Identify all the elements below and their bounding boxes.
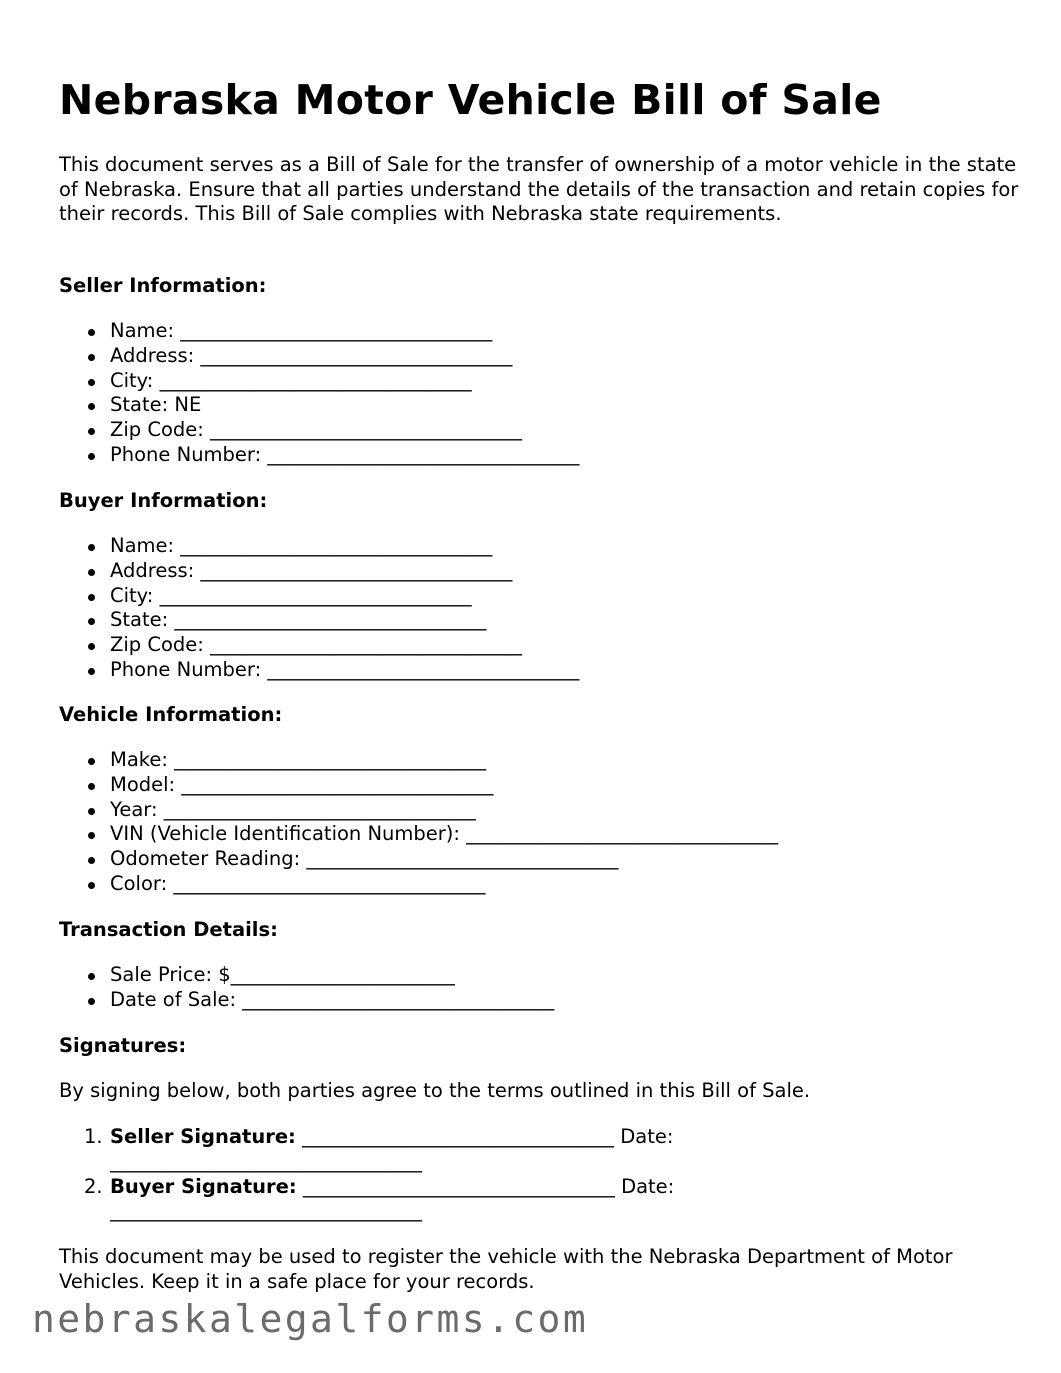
vehicle-odometer-field: Odometer Reading: ________________________________ <box>59 847 778 872</box>
sale-price-field: Sale Price: $_______________________ <box>59 963 554 988</box>
seller-phone-field: Phone Number: ________________________________ <box>59 443 579 468</box>
signatures-list <box>59 1125 790 1224</box>
date-of-sale-field: Date of Sale: ________________________________ <box>59 988 554 1013</box>
document-title: Nebraska Motor Vehicle Bill of Sale <box>59 76 882 124</box>
buyer-address-field: Address: ________________________________ <box>59 559 579 584</box>
buyer-signature-item <box>59 1175 790 1225</box>
transaction-fields-list <box>59 963 554 1013</box>
vehicle-model-field: Model: ________________________________ <box>59 773 778 798</box>
seller-address-field: Address: ________________________________ <box>59 344 579 369</box>
buyer-signature-label: Buyer Signature: <box>110 1174 297 1198</box>
vehicle-vin-field: VIN (Vehicle Identification Number): ________________________________ <box>59 822 778 847</box>
seller-signature-label: Seller Signature: <box>110 1125 296 1148</box>
seller-fields-list <box>59 319 579 468</box>
intro-paragraph: This document serves as a Bill of Sale for the transfer of ownership of a motor vehicle in the state of Nebraska. Ensure that all parties understand the details of the transaction and retain copies for their records. This Bill of Sale complies with Nebraska state requirements. <box>59 153 1019 226</box>
closing-paragraph: This document may be used to register the vehicle with the Nebraska Department of Motor Vehicles. Keep it in a safe place for your records. <box>59 1245 953 1293</box>
watermark-text: nebraskalegalforms.com <box>32 1297 589 1341</box>
buyer-signature-number: 2. <box>84 1174 103 1198</box>
seller-signature-item <box>59 1125 790 1175</box>
buyer-state-field: State: ________________________________ <box>59 608 579 633</box>
vehicle-fields-list <box>59 748 778 897</box>
vehicle-year-field: Year: ________________________________ <box>59 798 778 823</box>
seller-city-field: City: ________________________________ <box>59 369 579 394</box>
seller-name-field: Name: ________________________________ <box>59 319 579 344</box>
seller-zip-field: Zip Code: ________________________________ <box>59 418 579 443</box>
signatures-statement: By signing below, both parties agree to the terms outlined in this Bill of Sale. <box>59 1079 811 1102</box>
vehicle-heading: Vehicle Information: <box>59 703 283 726</box>
seller-state-field: State: NE <box>59 393 579 418</box>
buyer-city-field: City: ________________________________ <box>59 584 579 609</box>
seller-signature-lines: ________________________________ Date: ________________________________ <box>110 1125 674 1173</box>
buyer-zip-field: Zip Code: ________________________________ <box>59 633 579 658</box>
vehicle-color-field: Color: ________________________________ <box>59 872 778 897</box>
seller-signature-number: 1. <box>84 1125 103 1148</box>
transaction-heading: Transaction Details: <box>59 918 278 941</box>
buyer-name-field: Name: ________________________________ <box>59 534 579 559</box>
vehicle-make-field: Make: ________________________________ <box>59 748 778 773</box>
buyer-signature-lines: ________________________________ Date: ________________________________ <box>110 1174 675 1223</box>
buyer-phone-field: Phone Number: ________________________________ <box>59 658 579 683</box>
seller-heading: Seller Information: <box>59 274 267 297</box>
signatures-heading: Signatures: <box>59 1034 187 1057</box>
buyer-fields-list <box>59 534 579 683</box>
buyer-heading: Buyer Information: <box>59 489 268 512</box>
